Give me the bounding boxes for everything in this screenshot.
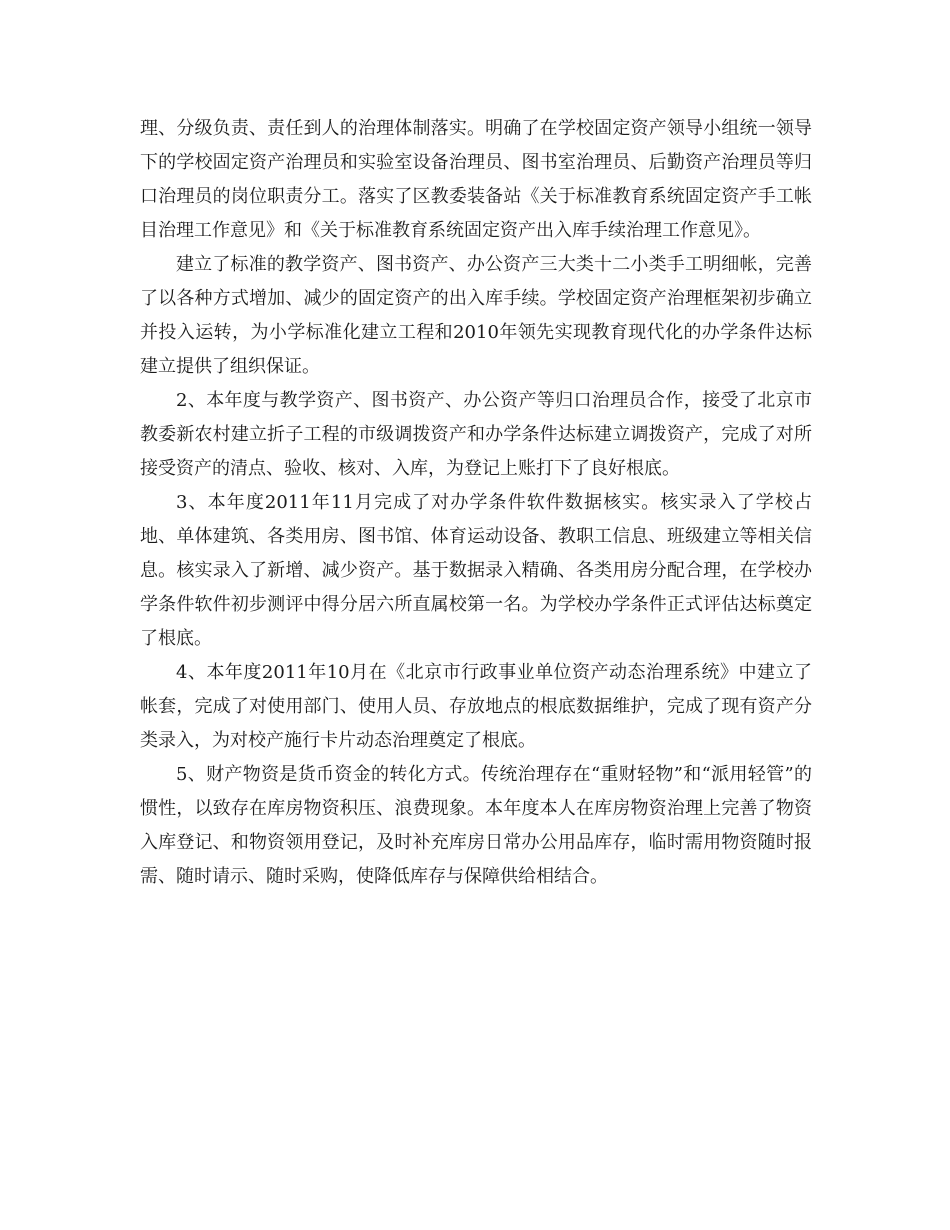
paragraph-4: 3、本年度2011年11月完成了对办学条件软件数据核实。核实录入了学校占地、单体建筑、各类用房、图书馆、体育运动设备、教职工信息、班级建立等相关信息。核实录入了新增、减少资产。基于数据录入精确、各类用房分配合理，在学校办学条件软件初步测评中得分居六所直属校第一名。为学校办学条件正式评估达标奠定了根底。: [140, 492, 812, 649]
paragraph-5: 4、本年度2011年10月在《北京市行政事业单位资产动态治理系统》中建立了帐套，完成了对使用部门、使用人员、存放地点的根底数据维护，完成了现有资产分类录入，为对校产施行卡片动态治理奠定了根底。: [140, 662, 812, 751]
paragraph-1: 理、分级负责、责任到人的治理体制落实。明确了在学校固定资产领导小组统一领导下的学校固定资产治理员和实验室设备治理员、图书室治理员、后勤资产治理员等归口治理员的岗位职责分工。落实了区教委装备站《关于标准教育系统固定资产手工帐目治理工作意见》和《关于标准教育系统固定资产出入库手续治理工作意见》。: [140, 118, 812, 241]
paragraph-2: 建立了标准的教学资产、图书资产、办公资产三大类十二小类手工明细帐，完善了以各种方式增加、减少的固定资产的出入库手续。学校固定资产治理框架初步确立并投入运转，为小学标准化建立工程和2010年领先实现教育现代化的办学条件达标建立提供了组织保证。: [140, 254, 812, 377]
paragraph-3: 2、本年度与教学资产、图书资产、办公资产等归口治理员合作，接受了北京市教委新农村建立折子工程的市级调拨资产和办学条件达标建立调拨资产，完成了对所接受资产的清点、验收、核对、入库，为登记上账打下了良好根底。: [140, 390, 812, 479]
paragraph-6: 5、财产物资是货币资金的转化方式。传统治理存在“重财轻物”和“派用轻管”的惯性，以致存在库房物资积压、浪费现象。本年度本人在库房物资治理上完善了物资入库登记、和物资领用登记，及时补充库房日常办公用品库存，临时需用物资随时报需、随时请示、随时采购，使降低库存与保障供给相结合。: [140, 764, 812, 887]
document-body: [140, 112, 812, 894]
